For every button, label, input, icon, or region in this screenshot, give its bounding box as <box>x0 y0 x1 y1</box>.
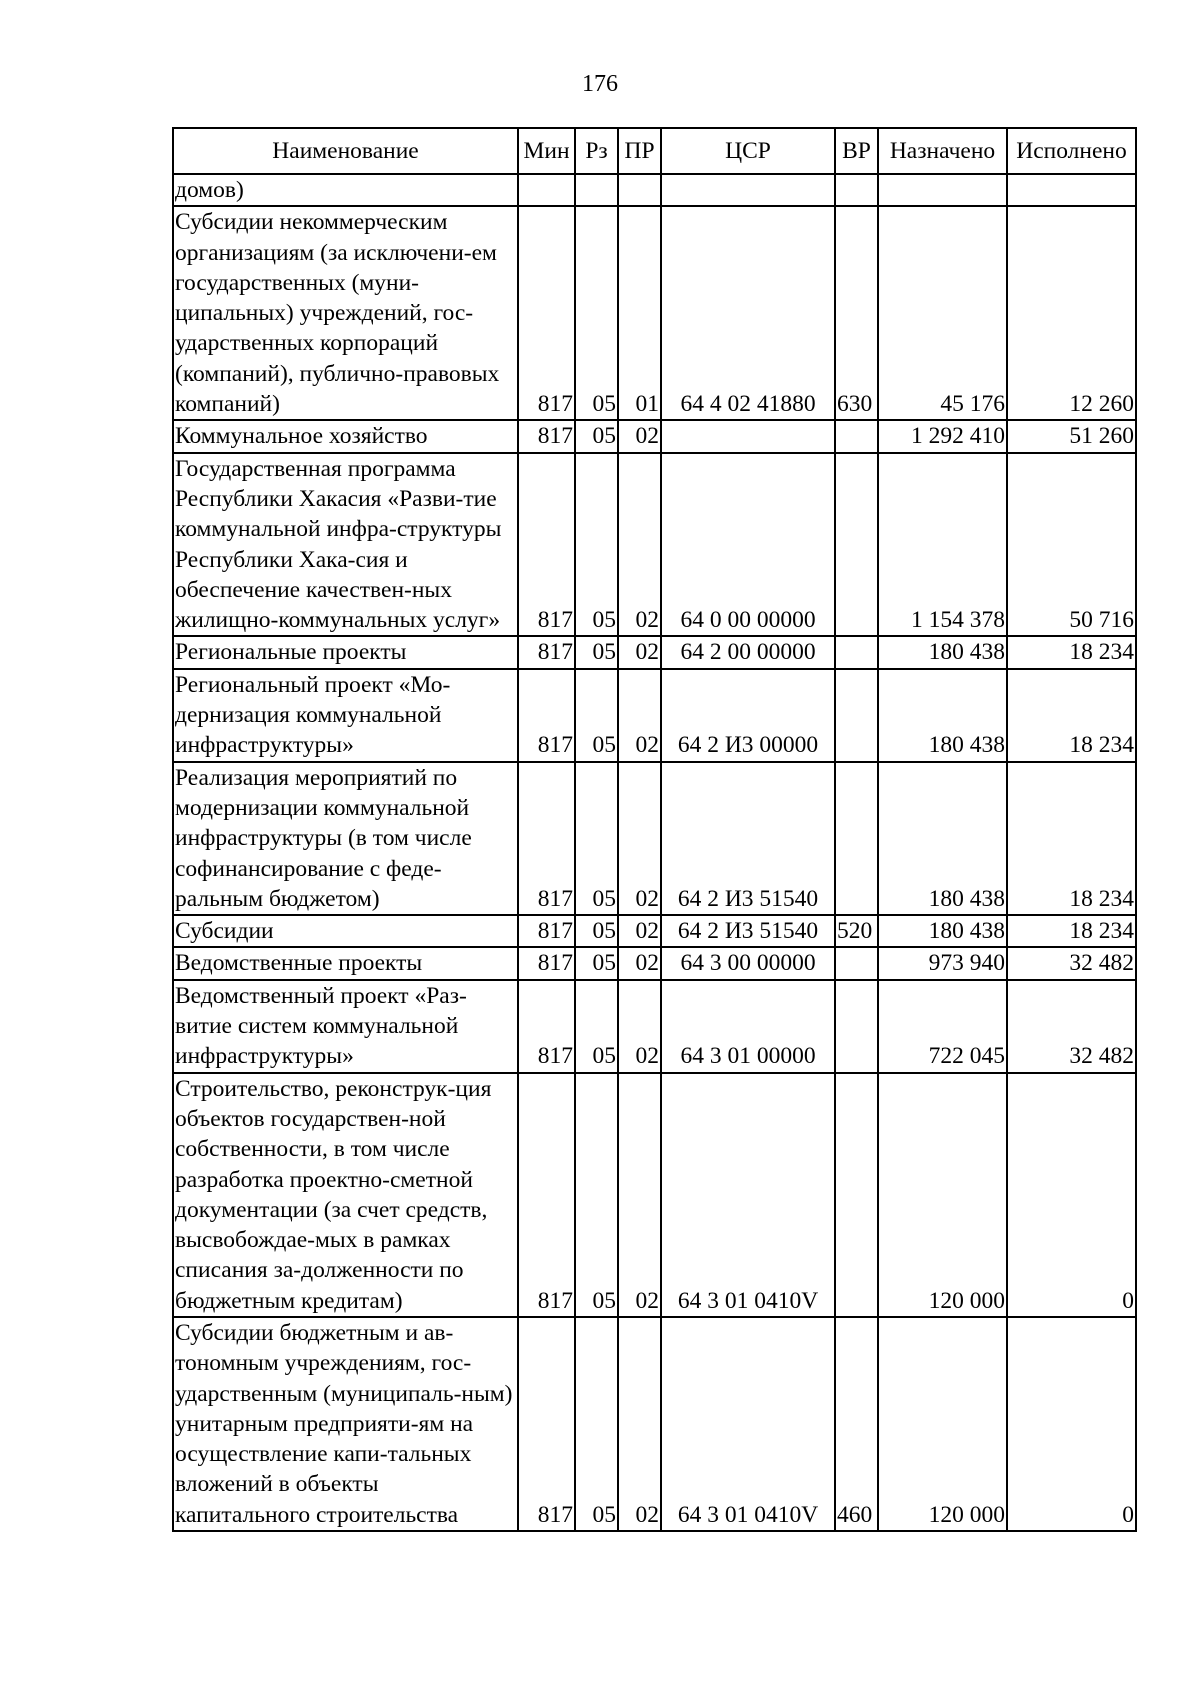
cell-done: 18 234 <box>1007 762 1136 915</box>
cell-name: Строительство, реконструк-ция объектов государствен-ной собственности, в том числе разработка проектно-сметной документации (за счет средств, высвобождае-мых в рамках списания за-долженности по бюджетным кредитам) <box>173 1073 518 1317</box>
cell-csr: 64 3 01 0410V <box>661 1317 835 1531</box>
cell-pr: 02 <box>618 980 661 1073</box>
cell-min: 817 <box>518 420 575 452</box>
cell-done: 18 234 <box>1007 915 1136 947</box>
cell-plan: 973 940 <box>878 947 1007 979</box>
header-done: Исполнено <box>1007 128 1136 174</box>
cell-pr: 02 <box>618 636 661 668</box>
cell-rz: 05 <box>575 1073 618 1317</box>
cell-name: Субсидии <box>173 915 518 947</box>
table-row <box>173 636 1136 668</box>
cell-rz: 05 <box>575 980 618 1073</box>
table-row <box>173 1073 1136 1317</box>
cell-min: 817 <box>518 636 575 668</box>
cell-rz: 05 <box>575 762 618 915</box>
cell-vr <box>835 669 878 762</box>
cell-done: 32 482 <box>1007 980 1136 1073</box>
cell-min: 817 <box>518 915 575 947</box>
cell-pr: 02 <box>618 915 661 947</box>
cell-plan: 722 045 <box>878 980 1007 1073</box>
table-row <box>173 762 1136 915</box>
cell-done: 32 482 <box>1007 947 1136 979</box>
cell-vr <box>835 947 878 979</box>
cell-vr: 630 <box>835 206 878 420</box>
cell-vr <box>835 762 878 915</box>
cell-name: Региональный проект «Мо-дернизация коммунальной инфраструктуры» <box>173 669 518 762</box>
cell-name: Государственная программа Республики Хакасия «Разви-тие коммунальной инфра-структуры Республики Хака-сия и обеспечение качествен-ных жилищно-коммунальных услуг» <box>173 453 518 637</box>
cell-plan: 180 438 <box>878 915 1007 947</box>
cell-min: 817 <box>518 206 575 420</box>
cell-rz: 05 <box>575 669 618 762</box>
header-name: Наименование <box>173 128 518 174</box>
cell-csr: 64 3 01 00000 <box>661 980 835 1073</box>
cell-done: 12 260 <box>1007 206 1136 420</box>
cell-rz <box>575 174 618 206</box>
cell-plan: 120 000 <box>878 1073 1007 1317</box>
cell-pr: 02 <box>618 453 661 637</box>
cell-done: 0 <box>1007 1073 1136 1317</box>
cell-vr <box>835 636 878 668</box>
table-row <box>173 947 1136 979</box>
cell-pr: 01 <box>618 206 661 420</box>
cell-done <box>1007 174 1136 206</box>
cell-csr: 64 0 00 00000 <box>661 453 835 637</box>
cell-min: 817 <box>518 947 575 979</box>
cell-name: Региональные проекты <box>173 636 518 668</box>
cell-csr <box>661 420 835 452</box>
cell-pr: 02 <box>618 420 661 452</box>
cell-done: 50 716 <box>1007 453 1136 637</box>
table-row <box>173 206 1136 420</box>
budget-table <box>172 127 1137 1532</box>
page-number: 176 <box>582 71 618 97</box>
cell-vr: 520 <box>835 915 878 947</box>
cell-pr: 02 <box>618 669 661 762</box>
cell-plan: 1 154 378 <box>878 453 1007 637</box>
header-pr: ПР <box>618 128 661 174</box>
cell-csr: 64 2 00 00000 <box>661 636 835 668</box>
cell-min: 817 <box>518 980 575 1073</box>
header-rz: Рз <box>575 128 618 174</box>
table-body <box>173 174 1136 1531</box>
cell-name: домов) <box>173 174 518 206</box>
cell-plan: 1 292 410 <box>878 420 1007 452</box>
table-row <box>173 453 1136 637</box>
header-csr: ЦСР <box>661 128 835 174</box>
cell-pr: 02 <box>618 947 661 979</box>
cell-csr: 64 2 И3 51540 <box>661 915 835 947</box>
cell-name: Ведомственные проекты <box>173 947 518 979</box>
cell-name: Реализация мероприятий по модернизации коммунальной инфраструктуры (в том числе софинансирование с феде-ральным бюджетом) <box>173 762 518 915</box>
cell-csr <box>661 174 835 206</box>
cell-done: 18 234 <box>1007 636 1136 668</box>
cell-plan: 45 176 <box>878 206 1007 420</box>
cell-plan: 120 000 <box>878 1317 1007 1531</box>
header-min: Мин <box>518 128 575 174</box>
cell-rz: 05 <box>575 636 618 668</box>
cell-vr <box>835 420 878 452</box>
cell-vr <box>835 453 878 637</box>
cell-vr <box>835 980 878 1073</box>
table-row <box>173 980 1136 1073</box>
cell-min: 817 <box>518 1073 575 1317</box>
table-row <box>173 669 1136 762</box>
cell-pr: 02 <box>618 762 661 915</box>
cell-vr <box>835 1073 878 1317</box>
cell-rz: 05 <box>575 947 618 979</box>
cell-pr: 02 <box>618 1317 661 1531</box>
cell-name: Ведомственный проект «Раз-витие систем коммунальной инфраструктуры» <box>173 980 518 1073</box>
cell-plan: 180 438 <box>878 636 1007 668</box>
cell-rz: 05 <box>575 1317 618 1531</box>
cell-done: 18 234 <box>1007 669 1136 762</box>
cell-done: 51 260 <box>1007 420 1136 452</box>
header-vr: ВР <box>835 128 878 174</box>
cell-done: 0 <box>1007 1317 1136 1531</box>
cell-rz: 05 <box>575 453 618 637</box>
cell-plan: 180 438 <box>878 762 1007 915</box>
cell-min: 817 <box>518 1317 575 1531</box>
cell-vr: 460 <box>835 1317 878 1531</box>
table-row <box>173 174 1136 206</box>
cell-name: Субсидии бюджетным и ав-тономным учреждениям, гос-ударственным (муниципаль-ным) унитарным предприяти-ям на осуществление капи-тальных вложений в объекты капитального строительства <box>173 1317 518 1531</box>
cell-rz: 05 <box>575 915 618 947</box>
cell-csr: 64 3 00 00000 <box>661 947 835 979</box>
table-row <box>173 1317 1136 1531</box>
cell-min: 817 <box>518 762 575 915</box>
cell-csr: 64 2 И3 51540 <box>661 762 835 915</box>
cell-min <box>518 174 575 206</box>
cell-csr: 64 4 02 41880 <box>661 206 835 420</box>
table-row <box>173 915 1136 947</box>
table-row <box>173 420 1136 452</box>
table-header-row <box>173 128 1136 174</box>
cell-min: 817 <box>518 453 575 637</box>
cell-min: 817 <box>518 669 575 762</box>
cell-rz: 05 <box>575 206 618 420</box>
cell-csr: 64 3 01 0410V <box>661 1073 835 1317</box>
cell-plan <box>878 174 1007 206</box>
header-plan: Назначено <box>878 128 1007 174</box>
cell-rz: 05 <box>575 420 618 452</box>
cell-vr <box>835 174 878 206</box>
cell-name: Субсидии некоммерческим организациям (за исключени-ем государственных (муни-ципальных) учреждений, гос-ударственных корпораций (компаний), публично-правовых компаний) <box>173 206 518 420</box>
cell-plan: 180 438 <box>878 669 1007 762</box>
cell-pr: 02 <box>618 1073 661 1317</box>
cell-csr: 64 2 И3 00000 <box>661 669 835 762</box>
cell-name: Коммунальное хозяйство <box>173 420 518 452</box>
cell-pr <box>618 174 661 206</box>
